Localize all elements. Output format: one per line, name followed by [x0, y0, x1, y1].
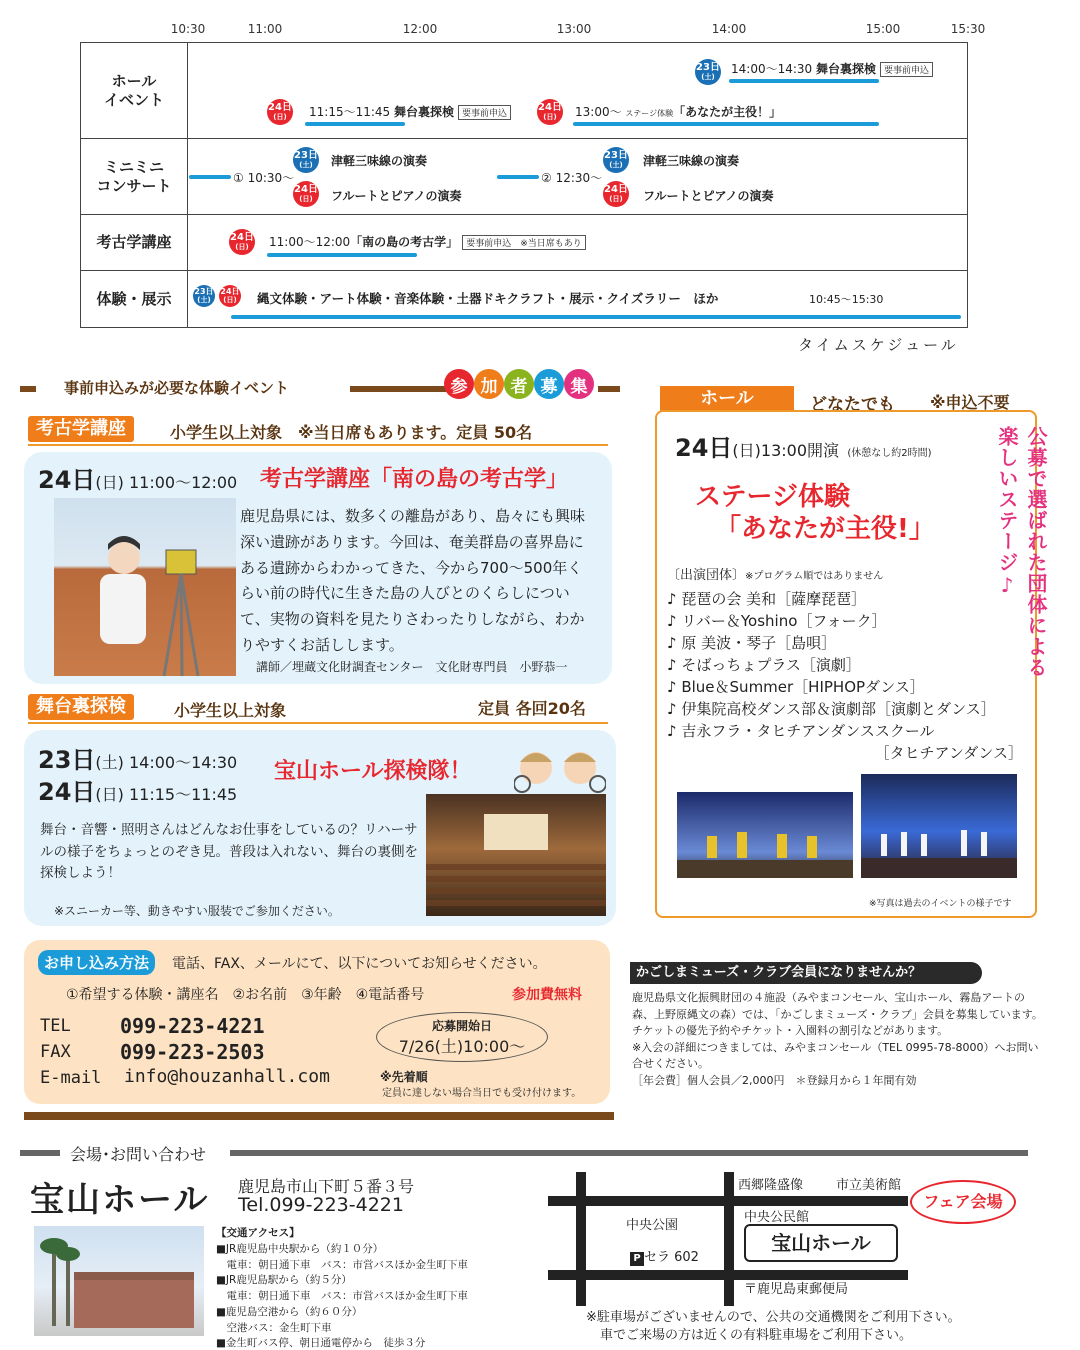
recruit-char: 者 — [504, 369, 534, 399]
tour-target: 小学生以上対象 — [174, 701, 287, 720]
groups-heading: 〔出演団体〕※プログラム順ではありません — [667, 568, 884, 583]
list-item: ♪ 原 美波・琴子［島唄］ — [667, 634, 837, 652]
apply-intro: 電話、FAX、メールにて、以下についてお知らせください。 — [172, 956, 547, 972]
apply-label: お申し込み方法 — [38, 950, 155, 975]
timeline-bar — [231, 315, 961, 319]
recruit-char: 募 — [534, 369, 564, 399]
access-line: ■鹿児島空港から（約６０分） — [216, 1305, 363, 1318]
access-map — [548, 1166, 1028, 1306]
schedule-row-exhibit — [81, 271, 967, 327]
map-post: 〒鹿児島東郵便局 — [744, 1282, 849, 1297]
parking-note-1: ※駐車場がございませんので、公共の交通機関をご利用下さい。 — [586, 1310, 961, 1325]
time-label: 13:00 — [556, 22, 592, 36]
lecture-tab: 考古学講座 — [28, 416, 134, 442]
email-label: E-mail — [40, 1068, 102, 1088]
stage-photo-2 — [861, 774, 1017, 878]
pre-registration-title — [20, 375, 620, 401]
hall-event-3: 13:00〜 ステージ体験「あなたが主役！」 — [575, 105, 782, 119]
row-label: ミニミニ コンサート — [81, 139, 188, 214]
hall-box — [655, 410, 1048, 918]
map-hall: 宝山ホール — [744, 1224, 898, 1262]
lecturer: 講師／埋蔵文化財調査センター 文化財専門員 小野恭一 — [256, 660, 568, 674]
concert-shamisen: 津軽三味線の演奏 — [643, 154, 740, 168]
exhibit-list: 縄文体験・アート体験・音楽体験・土器ドキクラフト・展示・クイズラリー ほか — [257, 291, 719, 306]
time-label: 10:30 — [170, 22, 206, 36]
explorer-kids-illustration — [514, 740, 606, 802]
fax-label: FAX — [40, 1042, 71, 1062]
lecture-panel — [24, 452, 612, 684]
access-line: ■金生町バス停、朝日通電停から 徒歩３分 — [216, 1337, 426, 1350]
apply-box — [24, 940, 610, 1104]
recruit-char: 集 — [564, 369, 594, 399]
venue-address: 鹿児島市山下町５番３号 — [238, 1177, 415, 1196]
map-fair-callout: フェア会場 — [910, 1180, 1016, 1224]
tour-date-1: 23日(土) 14:00〜14:30 — [38, 746, 238, 774]
tel-label: TEL — [40, 1016, 71, 1036]
tour-capacity: 定員 各回20名 — [478, 699, 586, 718]
paragraph: 鹿児島県文化振興財団の４施設（みやまコンセール、宝山ホール、霧島アートの森、上野原縄文の森）では、「かごしまミューズ・クラブ」会員を募集しています。 — [632, 991, 1043, 1021]
apply-items: ①希望する体験・講座名 ②お名前 ③年齢 ④電話番号 — [66, 987, 425, 1003]
first-come: ※先着順 — [380, 1070, 428, 1084]
first-come-note: 定員に達しない場合当日でも受け付けます。 — [382, 1088, 582, 1099]
muse-club-body — [632, 990, 1046, 1089]
divider — [350, 386, 454, 392]
hall-interior-photo — [426, 794, 606, 916]
access-line: ■JR鹿児島駅から（約５分） — [216, 1274, 352, 1287]
timeline-bar — [497, 175, 539, 179]
lecture-body: 鹿児島県には、数多くの離島があり、島々にも興味深い遺跡があります。今回は、奄美群島の喜界島にある遺跡からわかってきた、今から700〜500年くらい前の時代に生きた島の人びとのくらしについて、実物の資料を見たりさわったりしながら、わかりやすくお話しします。 — [240, 507, 586, 654]
date-badge-24: 24日 (日) — [229, 229, 255, 255]
hall-event-1: 14:00〜14:30 舞台裏探検 要事前申込 — [731, 60, 933, 77]
concert-flute: フルートとピアノの演奏 — [331, 189, 462, 203]
time-label: 12:00 — [402, 22, 438, 36]
lecture-date: 24日(日) 11:00〜12:00 — [38, 466, 238, 494]
date-badge-24: 24日 (日) — [537, 99, 563, 125]
divider — [20, 386, 36, 392]
access-title: 【交通アクセス】 — [216, 1227, 300, 1239]
map-park: 中央公園 — [626, 1218, 679, 1233]
recruit-char: 参 — [444, 369, 474, 399]
divider — [28, 444, 608, 446]
stage-photo-1 — [677, 792, 853, 878]
fax-number[interactable]: 099-223-2503 — [120, 1040, 265, 1064]
muse-club-title: かごしまミューズ・クラブ会員になりませんか？ — [630, 962, 982, 984]
schedule-row-concert — [81, 139, 967, 215]
date-badge-23: 23日 (土) — [193, 285, 215, 307]
start-date-oval — [376, 1012, 548, 1062]
photo-note: ※写真は過去のイベントの様子です — [869, 899, 1012, 909]
access-line: 電車：朝日通下車 バス：市営バスほか金生町下車 — [216, 1258, 468, 1271]
hall-event-2: 11:15〜11:45 舞台裏探検 要事前申込 — [309, 103, 511, 120]
list-item: ［タヒチアンダンス］ — [874, 744, 1023, 762]
paragraph: ［年会費］個人会員／2,000円 ＊登録月から１年間有効 — [632, 1073, 917, 1087]
start-date: 7/26(土)10:00〜 — [398, 1037, 526, 1056]
divider — [598, 386, 620, 392]
groups-list — [667, 588, 1037, 764]
hall-title-2: 「あなたが主役!」 — [715, 514, 935, 544]
lecture-title: 考古学講座「南の島の考古学」 — [260, 467, 569, 492]
tour-tab: 舞台裏探検 — [28, 694, 134, 720]
section-title: 事前申込みが必要な体験イベント — [64, 379, 290, 397]
hall-date: 24日(日)13:00開演 (休憩なし約2時間) — [675, 434, 932, 462]
access-line: 電車：朝日通下車 バス：市営バスほか金生町下車 — [216, 1290, 468, 1302]
hall-no-apply: ※申込不要 — [930, 393, 1010, 412]
date-badge-23: 23日 (土) — [603, 147, 629, 173]
date-badge-24: 24日 (日) — [267, 99, 293, 125]
concert-time-2: ② 12:30〜 — [541, 171, 603, 185]
concert-flute: フルートとピアノの演奏 — [643, 189, 774, 203]
timeline-bar — [267, 253, 417, 257]
start-label: 応募開始日 — [431, 1019, 492, 1033]
map-community: 中央公民館 — [744, 1210, 810, 1225]
timeline-bar — [573, 122, 879, 126]
row-label: 考古学講座 — [81, 215, 188, 270]
date-badge-24: 24日 (日) — [293, 181, 319, 207]
divider — [20, 1150, 60, 1156]
divider — [230, 1150, 1028, 1156]
time-label: 15:00 — [865, 22, 901, 36]
venue-photo — [34, 1226, 204, 1336]
hall-vertical-copy: 公募で選ばれた団体による楽しいステージ♪ — [995, 426, 1048, 678]
lecture-target: 小学生以上対象 ※当日席もあります。定員 50名 — [170, 423, 533, 442]
map-saigo: 西郷隆盛像 — [738, 1178, 804, 1193]
hall-anyone: どなたでも — [810, 395, 895, 415]
date-badge-24: 24日 (日) — [603, 181, 629, 207]
hall-tab: ホール — [660, 386, 794, 412]
timeline-bar — [189, 175, 231, 179]
schedule-row-hall — [81, 43, 967, 139]
timeline-bar — [305, 122, 405, 126]
email-address[interactable]: info@houzanhall.com — [124, 1066, 330, 1087]
time-label: 14:00 — [711, 22, 747, 36]
tour-panel — [24, 730, 616, 926]
timeline-header — [0, 22, 1080, 40]
row-label: 体験・展示 — [81, 271, 188, 327]
schedule-table — [80, 42, 968, 328]
paragraph: ※入会の詳細につきましては、みやまコンセール（TEL 0995-78-8000）へお問い合せください。 — [632, 1040, 1039, 1070]
tel-number[interactable]: 099-223-4221 — [120, 1014, 265, 1038]
venue-header — [20, 1145, 1028, 1164]
lecturer-photo — [54, 498, 236, 676]
access-info — [216, 1226, 536, 1350]
exhibit-time: 10:45〜15:30 — [809, 293, 884, 306]
venue-logo: 宝山ホール — [30, 1180, 210, 1220]
concert-shamisen: 津軽三味線の演奏 — [331, 154, 428, 168]
divider — [28, 722, 608, 724]
list-item: ♪ 伊集院高校ダンス部＆演劇部［演劇とダンス］ — [667, 700, 996, 718]
paragraph: チケットの優先予約やチケット・入園料の割引などがあります。 — [632, 1024, 949, 1037]
time-label: 11:00 — [247, 22, 283, 36]
tour-body: 舞台・音響・照明さんはどんなお仕事をしているの？リハーサルの様子をちょっとのぞき見。普段は入れない、舞台の裏側を探検しよう！ — [40, 822, 418, 882]
hall-title-1: ステージ体験 — [695, 482, 850, 512]
list-item: ♪ Blue＆Summer［HIPHOPダンス］ — [667, 678, 925, 696]
time-label: 15:30 — [950, 22, 986, 36]
list-item: ♪ そばっちょプラス［演劇］ — [667, 656, 861, 674]
access-line: 空港バス：金生町下車 — [216, 1321, 332, 1334]
tour-note: ※スニーカー等、動きやすい服装でご参加ください。 — [54, 904, 340, 918]
tour-title: 宝山ホール探検隊！ — [274, 759, 472, 784]
date-badge-23: 23日 (土) — [695, 59, 721, 85]
access-line: ■JR鹿児島中央駅から（約１０分） — [216, 1242, 384, 1255]
list-item: ♪ リバー＆Yoshino［フォーク］ — [667, 612, 887, 630]
lecture-event: 11:00〜12:00「南の島の考古学」 要事前申込 ※当日席もあり — [269, 233, 586, 250]
row-label: ホール イベント — [81, 43, 188, 138]
concert-time-1: ① 10:30〜 — [233, 171, 295, 185]
list-item: ♪ 吉永フラ・タヒチアンダンススクール — [667, 722, 935, 740]
parking-icon: P — [630, 1252, 644, 1266]
map-parking: P セラ 602 — [630, 1246, 699, 1266]
timeline-bar — [729, 79, 879, 83]
schedule-row-lecture — [81, 215, 967, 271]
schedule-caption: タイムスケジュール — [798, 336, 959, 354]
list-item: ♪ 琵琶の会 美和［薩摩琵琶］ — [667, 590, 867, 608]
parking-note-2: 車でご来場の方は近くの有料駐車場をご利用下さい。 — [600, 1328, 913, 1343]
tour-date-2: 24日(日) 11:15〜11:45 — [38, 778, 238, 806]
fee-free: 参加費無料 — [512, 987, 582, 1003]
map-museum: 市立美術館 — [836, 1178, 902, 1193]
venue-tel[interactable]: Tel.099-223-4221 — [238, 1194, 404, 1216]
recruit-char: 加 — [474, 369, 504, 399]
venue-label: 会場･お問い合わせ — [70, 1145, 207, 1164]
date-badge-24: 24日 (日) — [219, 285, 241, 307]
date-badge-23: 23日 (土) — [293, 147, 319, 173]
divider — [24, 1112, 614, 1120]
